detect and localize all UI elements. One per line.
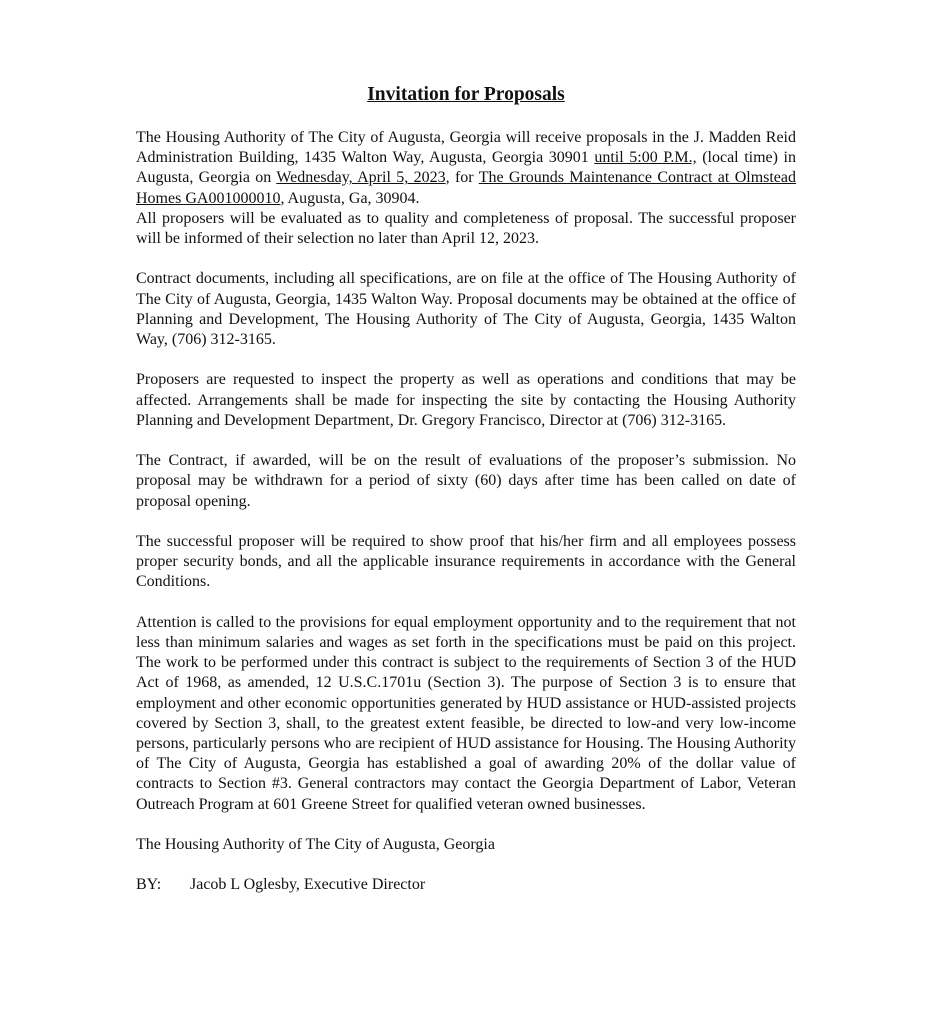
- paragraph-security-bonds: The successful proposer will be required to show proof that his/her firm and all employees possess proper security bonds, and all the applicable insurance requirements in accordance with the General Conditions.: [136, 533, 796, 591]
- signatory-name: Jacob L Oglesby, Executive Director: [190, 876, 426, 894]
- text-segment: , for: [445, 169, 479, 187]
- by-label: BY:: [136, 876, 162, 894]
- paragraph-proposal-receipt: [136, 128, 796, 249]
- paragraph-contract-documents: Contract documents, including all specifications, are on file at the office of The Housing Authority of The City of Augusta, Georgia, 1435 Walton Way. Proposal documents may be obtained at the office of Planning and Development, The Housing Authority of The City of Augusta, Georgia, 1435 Walton Way, (706) 312-3165.: [136, 270, 796, 349]
- text-segment: The Housing Authority of The City of Augusta, Georgia will receive proposals in the J. Madden Reid Administration Building, 1435 Walton Way, Augusta, Georgia 30901: [136, 129, 796, 167]
- paragraph-site-inspection: Proposers are requested to inspect the property as well as operations and conditions that may be affected. Arrangements shall be made for inspecting the site by contacting the Housing Authority Planning and Development Department, Dr. Gregory Francisco, Director at (706) 312-3165.: [136, 371, 796, 429]
- deadline-time: until 5:00 P.M.,: [594, 149, 697, 167]
- document-body: [136, 128, 796, 916]
- signature-organization: The Housing Authority of The City of Augusta, Georgia: [136, 836, 495, 854]
- page-title: Invitation for Proposals: [367, 84, 565, 105]
- text-segment: All proposers will be evaluated as to quality and completeness of proposal. The successful proposer will be informed of their selection no later than April 12, 2023.: [136, 209, 796, 248]
- signature-line: [136, 875, 796, 895]
- paragraph-contract-award: The Contract, if awarded, will be on the result of evaluations of the proposer’s submission. No proposal may be withdrawn for a period of sixty (60) days after time has been called on date of proposal opening.: [136, 452, 796, 510]
- contract-name: The Grounds Maintenance Contract at Olmstead Homes GA001000010: [136, 169, 797, 207]
- text-segment: (local time) in Augusta, Georgia on: [136, 149, 796, 187]
- text-segment: , Augusta, Ga, 30904.: [280, 189, 420, 207]
- paragraph-equal-opportunity: Attention is called to the provisions for equal employment opportunity and to the requirement that not less than minimum salaries and wages as set forth in the specifications must be paid on this project. The work to be performed under this contract is subject to the requirements of Section 3 of the HUD Act of 1968, as amended, 12 U.S.C.1701u (Section 3). The purpose of Section 3 is to ensure that employment and other economic opportunities generated by HUD assistance or HUD-assisted projects covered by Section 3, shall, to the greatest extent feasible, be directed to low-and very low-income persons, particularly persons who are recipient of HUD assistance for Housing. The Housing Authority of The City of Augusta, Georgia has established a goal of awarding 20% of the dollar value of contracts to Section #3. General contractors may contact the Georgia Department of Labor, Veteran Outreach Program at 601 Greene Street for qualified veteran owned businesses.: [136, 613, 796, 813]
- deadline-date: Wednesday, April 5, 2023: [276, 169, 446, 187]
